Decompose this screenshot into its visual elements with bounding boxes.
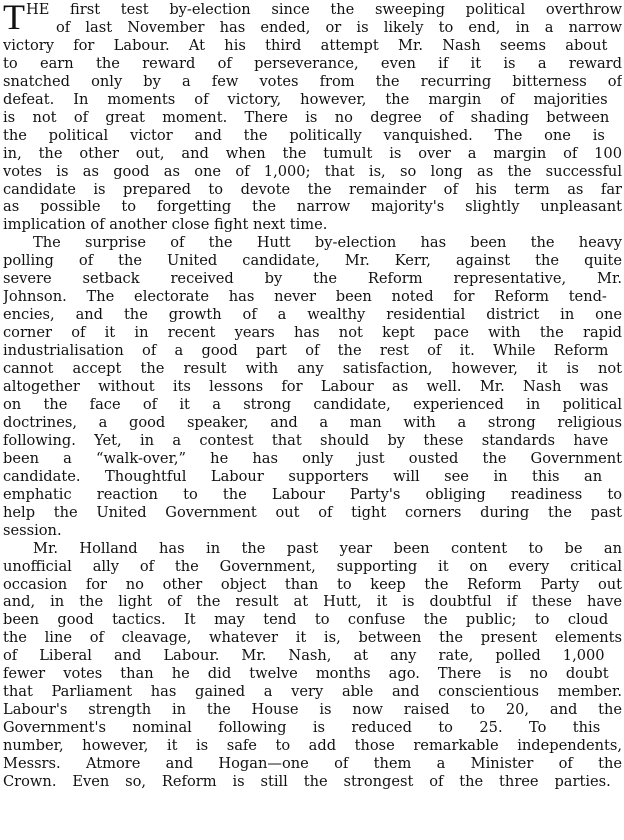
- text-line: in, the other out, and when the tumult is over a margin of 100: [3, 144, 622, 162]
- text-line: on the face of it a strong candidate, experienced in political: [3, 395, 622, 413]
- text-line: number, however, it is safe to add those remarkable independents,: [3, 737, 622, 755]
- text-line: Labour's strength in the House is now raised to 20, and the: [3, 701, 622, 719]
- text-line: HE first test by-election since the sweeping political overthrow: [26, 1, 622, 18]
- text-line: Government's nominal following is reduced to 25. To this: [3, 719, 601, 737]
- text-line: defeat. In moments of victory, however, the margin of majorities: [3, 90, 608, 108]
- text-line: candidate is prepared to devote the remainder of his term as far: [3, 180, 622, 198]
- text-line: votes is as good as one of 1,000; that is, so long as the successful: [3, 162, 622, 180]
- text-line: help the United Government out of tight corners during the past: [3, 503, 622, 521]
- text-line: corner of it in recent years has not kept pace with the rapid: [3, 324, 622, 342]
- text-line: victory for Labour. At his third attempt Mr. Nash seems about: [3, 36, 608, 54]
- text-line: been a “walk-over,” he has only just ousted the Government: [3, 449, 622, 467]
- text-line: that Parliament has gained a very able and conscientious member.: [3, 683, 622, 701]
- drop-cap: T: [3, 0, 25, 37]
- text-line: altogether without its lessons for Labour as well. Mr. Nash was: [3, 378, 609, 396]
- text-line: industrialisation of a good part of the rest of it. While Reform: [3, 342, 609, 360]
- text-line: unofficial ally of the Government, supporting it on every critical: [3, 557, 622, 575]
- text-line: the line of cleavage, whatever it is, between the present elements: [3, 629, 622, 647]
- text-line: is not of great moment. There is no degree of shading between: [3, 108, 610, 126]
- text-line: snatched only by a few votes from the recurring bitterness of: [3, 72, 622, 90]
- text-line: Messrs. Atmore and Hogan—one of them a Minister of the: [3, 755, 622, 773]
- text-line: candidate. Thoughtful Labour supporters will see in this an: [3, 467, 603, 485]
- text-line: cannot accept the result with any satisfaction, however, it is not: [3, 360, 622, 378]
- text-line: Mr. Holland has in the past year been content to be an: [33, 539, 622, 557]
- text-line: Crown. Even so, Reform is still the strongest of the three parties.: [3, 772, 611, 790]
- paragraph-1: [3, 1, 622, 234]
- paragraph-3: [3, 540, 622, 791]
- text-line: following. Yet, in a contest that should by these standards have: [3, 431, 609, 449]
- text-line: emphatic reaction to the Labour Party's obliging readiness to: [3, 485, 622, 503]
- text-line: been good tactics. It may tend to confuse the public; to cloud: [3, 611, 609, 629]
- text-line: to earn the reward of perseverance, even if it is a reward: [3, 54, 622, 72]
- text-line: of Liberal and Labour. Mr. Nash, at any rate, polled 1,000: [3, 647, 605, 665]
- text-line: polling of the United candidate, Mr. Kerr, against the quite: [3, 252, 622, 270]
- text-line: the political victor and the politically vanquished. The one is: [3, 126, 605, 144]
- text-line: of last November has ended, or is likely to end, in a narrow: [56, 18, 622, 36]
- text-line: The surprise of the Hutt by-election has been the heavy: [33, 234, 622, 252]
- text-line: implication of another close fight next time.: [3, 216, 328, 234]
- text-line: doctrines, a good speaker, and a man with a strong religious: [3, 413, 622, 431]
- paragraph-2: [3, 234, 622, 539]
- text-line: encies, and the growth of a wealthy residential district in one: [3, 306, 622, 324]
- text-line: and, in the light of the result at Hutt, it is doubtful if these have: [3, 593, 622, 611]
- text-line: session.: [3, 521, 62, 539]
- text-line: fewer votes than he did twelve months ago. There is no doubt: [3, 665, 609, 683]
- text-line: occasion for no other object than to keep the Reform Party out: [3, 575, 622, 593]
- text-line: severe setback received by the Reform representative, Mr.: [3, 270, 622, 288]
- text-line: as possible to forgetting the narrow majority's slightly unpleasant: [3, 198, 622, 216]
- text-line: Johnson. The electorate has never been noted for Reform tend-: [3, 288, 607, 306]
